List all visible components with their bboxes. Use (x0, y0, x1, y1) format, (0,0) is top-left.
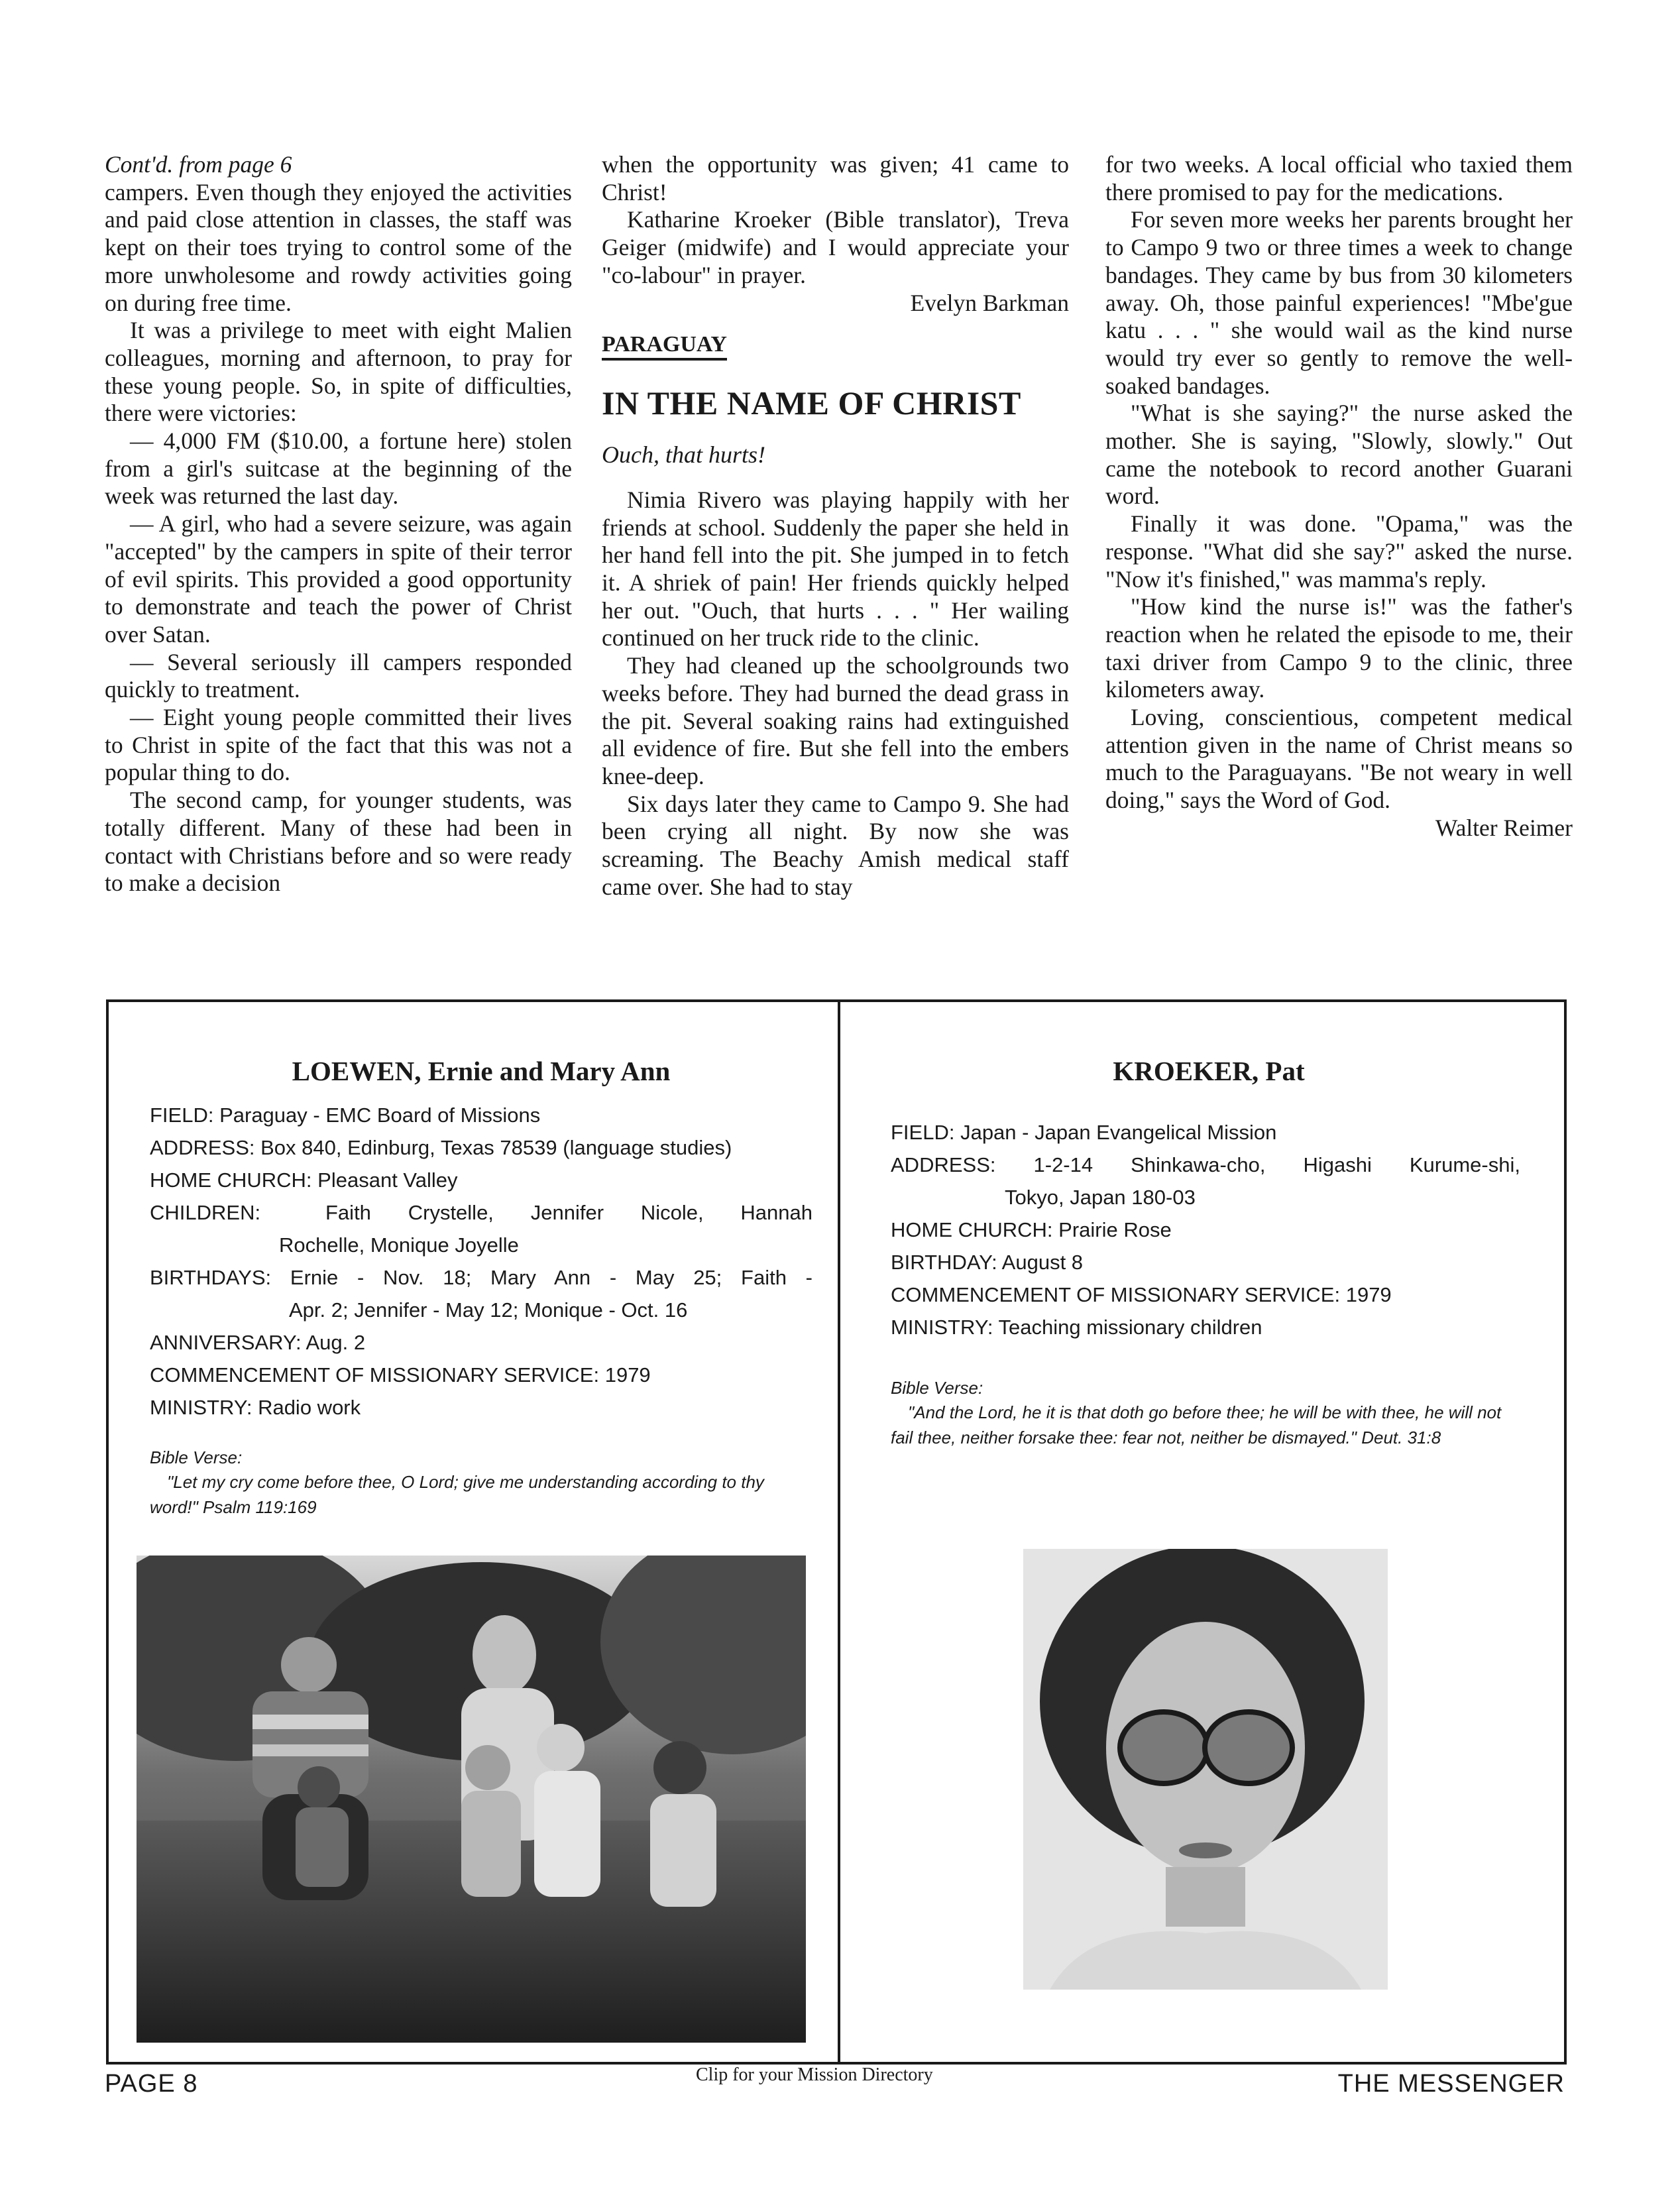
paragraph: Six days later they came to Campo 9. She had been crying all night. By now she was screaming. The Beachy Amish medical staff came over. She had to stay (602, 790, 1069, 900)
continued-note: Cont'd. from page 6 (105, 151, 292, 178)
birthdays-continued: Apr. 2; Jennifer - May 12; Monique - Oct. 16 (289, 1298, 688, 1322)
article-column-2 (602, 151, 1069, 901)
mission-directory-box (106, 999, 1567, 2065)
field-line: FIELD: Paraguay - EMC Board of Missions (150, 1104, 541, 1127)
portrait-photo-image (1023, 1549, 1388, 1990)
ministry-line: MINISTRY: Radio work (150, 1396, 361, 1419)
children-names: Faith Crystelle, Jennifer Nicole, Hannah (325, 1201, 812, 1224)
commencement-line: COMMENCEMENT OF MISSIONARY SERVICE: 1979 (891, 1283, 1392, 1306)
paragraph: Katharine Kroeker (Bible translator), Treva Geiger (midwife) and I would appreciate your "co-labour" in prayer. (602, 206, 1069, 288)
bible-verse (891, 1400, 1527, 1450)
paragraph: "What is she saying?" the nurse asked the mother. She is saying, "Slowly, slowly." Out came the notebook to record another Guarani word. (1105, 400, 1573, 510)
magazine-name: THE MESSENGER (1337, 2070, 1565, 2098)
paragraph: — Eight young people committed their lives to Christ in spite of the fact that this was not a popular thing to do. (105, 704, 572, 786)
paragraph: — Several seriously ill campers responded quickly to treatment. (105, 648, 572, 703)
paragraph: "How kind the nurse is!" was the father's reaction when he related the episode to me, their taxi driver from Campo 9 to the clinic, three kilometers away. (1105, 593, 1573, 703)
family-photo (137, 1556, 806, 2043)
children-line-2 (150, 1229, 812, 1261)
children-names-2: Rochelle, Monique Joyelle (279, 1233, 519, 1257)
paragraph: Loving, conscientious, competent medical attention given in the name of Christ means so much to the Paraguayans. "Be not weary in well doing," says the Word of God. (1105, 704, 1573, 814)
family-photo-image (137, 1556, 806, 2043)
home-church-line: HOME CHURCH: Prairie Rose (891, 1218, 1172, 1241)
clip-note: Clip for your Mission Directory (696, 2065, 933, 2085)
paragraph: Finally it was done. "Opama," was the response. "What did she say?" asked the nurse. "Now it's finished," was mamma's reply. (1105, 510, 1573, 593)
children-label: CHILDREN: (150, 1201, 261, 1224)
card-name: KROEKER, Pat (1113, 1056, 1305, 1086)
card-name: LOEWEN, Ernie and Mary Ann (292, 1056, 671, 1086)
field-line: FIELD: Japan - Japan Evangelical Mission (891, 1121, 1277, 1144)
birthday-line: BIRTHDAY: August 8 (891, 1251, 1084, 1274)
directory-card-loewen (150, 1002, 812, 1520)
divider (838, 1002, 840, 2062)
section-label: PARAGUAY (602, 331, 727, 361)
paragraph: It was a privilege to meet with eight Malien colleagues, morning and afternoon, to pray for these young people. So, in spite of difficulties, there were victories: (105, 317, 572, 427)
article-column-3 (1105, 151, 1573, 842)
address-line: ADDRESS: Box 840, Edinburg, Texas 78539 (language studies) (150, 1136, 732, 1159)
paragraph: They had cleaned up the schoolgrounds two weeks before. They had burned the dead grass in the pit. Several soaking rains had extinguished all evidence of fire. But she fell into the embers knee-deep. (602, 652, 1069, 789)
article-column-1 (105, 151, 572, 897)
address-continued: Tokyo, Japan 180-03 (1005, 1186, 1196, 1209)
paragraph: when the opportunity was given; 41 came to Christ! (602, 151, 1069, 205)
address-line: ADDRESS: 1-2-14 Shinkawa-cho, Higashi Kurume-shi, (891, 1153, 1520, 1176)
paragraph: The second camp, for younger students, was totally different. Many of these had been in contact with Christians before and so were ready to make a decision (105, 787, 572, 897)
signature: Walter Reimer (1435, 814, 1573, 841)
ministry-line: MINISTRY: Teaching missionary children (891, 1316, 1262, 1339)
home-church-line: HOME CHURCH: Pleasant Valley (150, 1168, 458, 1192)
anniversary-line: ANNIVERSARY: Aug. 2 (150, 1331, 366, 1354)
paragraph: Nimia Rivero was playing happily with her friends at school. Suddenly the paper she held in her hand fell into the pit. She jumped in to fetch it. A shriek of pain! Her friends quickly helped her out. "Ouch, that hurts . . . " Her wailing continued on her truck ride to the clinic. (602, 486, 1069, 651)
children-line (150, 1196, 812, 1229)
paragraph: For seven more weeks her parents brought her to Campo 9 two or three times a week to change bandages. They came by bus from 30 kilometers away. Oh, those painful experiences! "Mbe'gue katu . . . " she would wail as the kind nurse would try ever so gently to remove the well-soaked bandages. (1105, 206, 1573, 399)
page-number: PAGE 8 (105, 2070, 198, 2098)
article-headline: IN THE NAME OF CHRIST (602, 384, 1021, 422)
verse-label: Bible Verse: (891, 1378, 983, 1398)
birthdays-line: BIRTHDAYS: Ernie - Nov. 18; Mary Ann - May 25; Faith - (150, 1266, 812, 1289)
signature: Evelyn Barkman (910, 289, 1069, 316)
paragraph: — 4,000 FM ($10.00, a fortune here) stolen from a girl's suitcase at the beginning of the week was returned the last day. (105, 427, 572, 510)
birthdays-line-2 (150, 1294, 812, 1326)
paragraph: campers. Even though they enjoyed the activities and paid close attention in classes, the staff was kept on their toes trying to control some of the more unwholesome and rowdy activities going on during free time. (105, 178, 572, 316)
page-footer (0, 2065, 1680, 2104)
portrait-photo (1023, 1549, 1388, 1990)
verse-text: "And the Lord, he it is that doth go before thee; he will be with thee, he will not fail thee, neither forsake thee: fear not, neither be dismayed." Deut. 31:8 (891, 1402, 1502, 1447)
address-line-2 (891, 1181, 1527, 1214)
commencement-line: COMMENCEMENT OF MISSIONARY SERVICE: 1979 (150, 1363, 651, 1386)
verse-label: Bible Verse: (150, 1447, 243, 1467)
verse-text: "Let my cry come before thee, O Lord; give me understanding according to thy word!" Psalm 119:169 (150, 1472, 764, 1517)
directory-card-kroeker (891, 1002, 1527, 1450)
bible-verse (150, 1469, 812, 1520)
article-subhead: Ouch, that hurts! (602, 441, 765, 469)
paragraph: for two weeks. A local official who taxied them there promised to pay for the medications. (1105, 151, 1573, 205)
paragraph: — A girl, who had a severe seizure, was again "accepted" by the campers in spite of their terror of evil spirits. This provided a good opportunity to demonstrate and teach the power of Christ over Satan. (105, 510, 572, 648)
